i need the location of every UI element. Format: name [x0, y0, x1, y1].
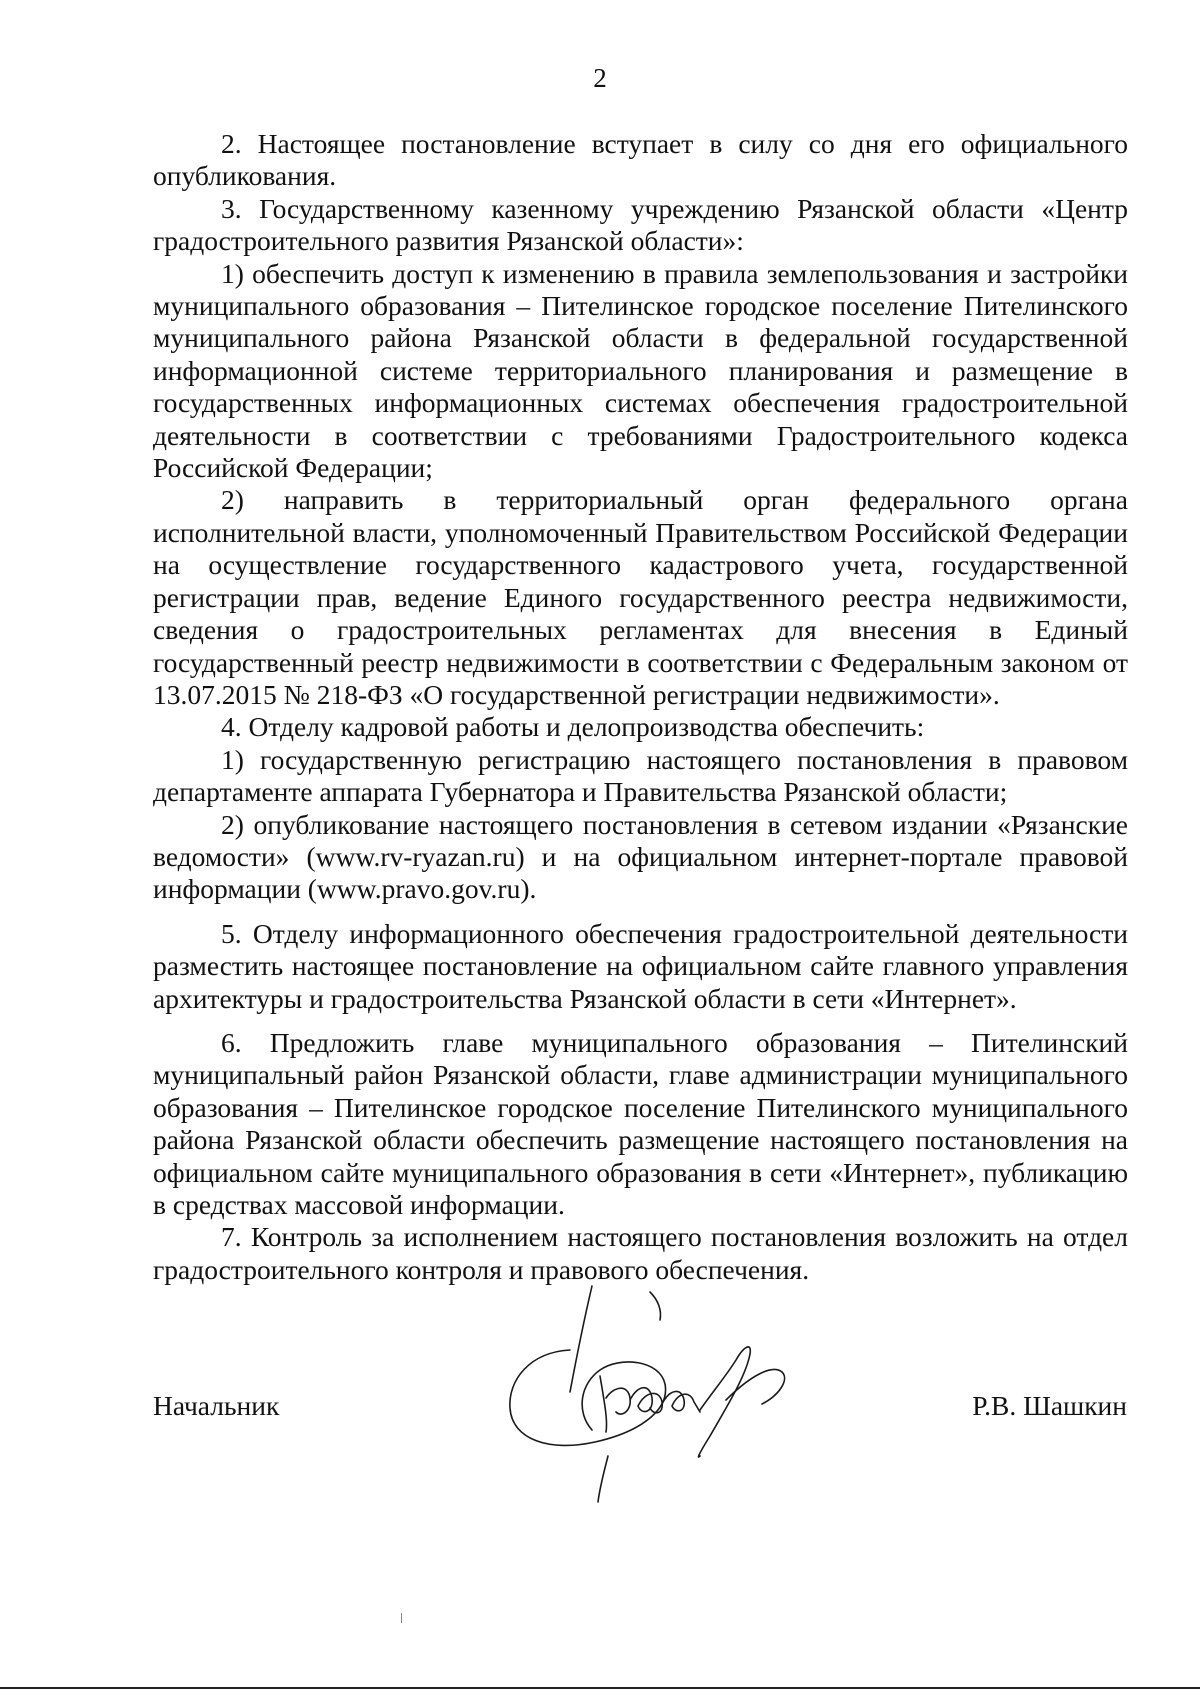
paragraph-4: 4. Отделу кадровой работы и делопроизводства обеспечить:	[221, 711, 925, 743]
paragraph-3-item-2: 2) направить в территориальный орган федерального органа исполнительной власти, уполномоченный Правительством Российской Федерации на осуществление государственного кадастрового учета, государственной регистрации прав, ведение Единого государственного реестра недвижимости, сведения о градостроительных регламентах для внесения в Единый государственный реестр недвижимости в соответствии с Федеральным законом от 13.07.2015 № 218-ФЗ «О государственной регистрации недвижимости».	[153, 484, 1128, 710]
paragraph-2: 2. Настоящее постановление вступает в силу со дня его официального опубликования.	[153, 128, 1128, 192]
page-number: 2	[593, 63, 607, 93]
paragraph-3: 3. Государственному казенному учреждению Рязанской области «Центр градостроительного развития Рязанской области»:	[153, 192, 1128, 257]
scan-mark	[400, 1613, 403, 1623]
paragraph-7: 7. Контроль за исполнением настоящего постановления возложить на отдел градостроительного контроля и правового обеспечения.	[153, 1221, 1128, 1285]
signer-name: Р.В. Шашкин	[972, 1390, 1127, 1421]
paragraph-5: 5. Отделу информационного обеспечения градостроительной деятельности разместить настоящее постановление на официальном сайте главного управления архитектуры и градостроительства Рязанской области в сети «Интернет».	[153, 917, 1128, 1014]
paragraph-4-item-1: 1) государственную регистрацию настоящего постановления в правовом департаменте аппарата Губернатора и Правительства Рязанской области;	[153, 743, 1128, 808]
signer-position: Начальник	[153, 1390, 280, 1421]
paragraph-4-item-2: 2) опубликование настоящего постановления в сетевом издании «Рязанские ведомости» (www.rv-ryazan.ru) и на официальном интернет-портале правовой информации (www.pravo.gov.ru).	[153, 808, 1128, 905]
document-body	[153, 128, 1128, 1286]
paragraph-6: 6. Предложить главе муниципального образования – Пителинский муниципальный район Рязанской области, главе администрации муниципального образования – Пителинское городское поселение Пителинского муниципального района Рязанской области обеспечить размещение настоящего постановления на официальном сайте муниципального образования в сети «Интернет», публикацию в средствах массовой информации.	[153, 1026, 1128, 1220]
page-bottom-edge	[0, 1687, 1200, 1689]
paragraph-3-item-1: 1) обеспечить доступ к изменению в правила землепользования и застройки муниципального образования – Пителинское городское поселение Пителинского муниципального района Рязанской области в федеральной государственной информационной системе территориального планирования и размещение в государственных информационных системах обеспечения градостроительной деятельности в соответствии с требованиями Градостроительного кодекса Российской Федерации;	[153, 257, 1128, 484]
signature-block	[0, 1390, 1200, 1430]
